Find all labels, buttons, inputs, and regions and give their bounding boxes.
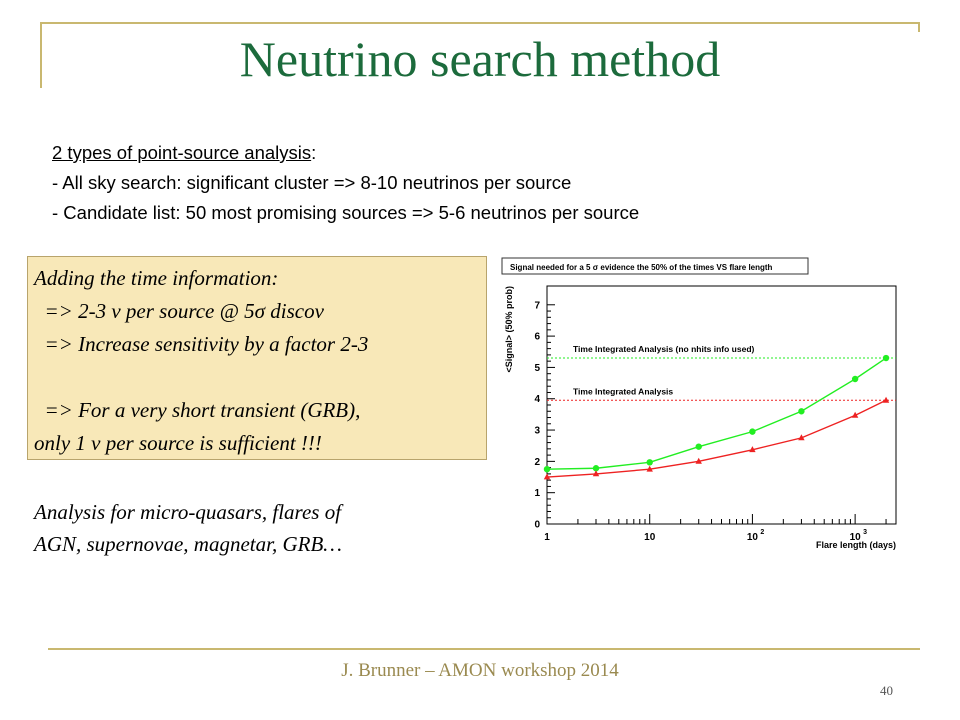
data-point [798,408,804,414]
y-tick-label: 0 [534,519,540,531]
analysis-types-heading: 2 types of point-source analysis [52,142,312,163]
time-info-text [34,262,368,460]
y-tick-label: 5 [534,362,540,374]
page-number: 40 [880,683,893,698]
y-tick-label: 4 [534,394,540,406]
chart-title: Signal needed for a 5 σ evidence the 50% of the times VS flare length [510,263,773,272]
x-tick-label: 1 [544,532,550,543]
signal-chart [498,252,910,564]
x-tick-label-exponent: 2 [760,529,765,536]
reference-line-label: Time Integrated Analysis [573,386,674,397]
x-axis-title: Flare length (days) [815,540,896,550]
time-info-line-3: => Increase sensitivity by a factor 2-3 [34,332,369,356]
time-info-line-2: => 2-3 ν per source @ 5σ discov [34,299,324,323]
footer-line [48,648,920,650]
analysis-note [34,496,342,560]
y-tick-label: 3 [534,425,540,437]
chart-background [498,252,910,564]
analysis-note-line-1: Analysis for micro-quasars, flares of [34,500,342,524]
footer-text: J. Brunner – AMON workshop 2014 [341,660,619,681]
data-point [647,459,653,465]
y-axis-title: <Signal> (50% prob) [504,286,514,373]
time-info-line-4: => For a very short transient (GRB), [34,398,361,422]
analysis-types [52,138,639,228]
y-tick-label: 2 [534,456,540,468]
time-info-heading: Adding the time information: [34,266,279,290]
all-sky-bullet: - All sky search: significant cluster => 8-10 neutrinos per source [52,172,572,193]
y-tick-label: 6 [534,331,540,343]
time-info-line-5: only 1 ν per source is sufficient !!! [34,431,322,455]
y-tick-label: 1 [534,488,540,500]
x-tick-label: 10 [849,532,861,543]
data-point [749,428,755,434]
data-point [852,376,858,382]
top-decor-line [40,22,920,24]
data-point [883,355,889,361]
x-tick-label: 10 [746,532,758,543]
candidate-list-bullet: - Candidate list: 50 most promising sources => 5-6 neutrinos per source [52,202,640,223]
signal-chart-svg [498,252,910,564]
y-tick-label: 7 [534,300,540,312]
analysis-types-intro [52,138,639,168]
reference-line-label: Time Integrated Analysis (no nhits info used) [573,344,755,355]
analysis-note-line-2: AGN, supernovae, magnetar, GRB… [34,532,342,556]
x-tick-label: 10 [644,532,656,543]
data-point [544,466,550,472]
data-point [696,443,702,449]
x-tick-label-exponent: 3 [863,529,868,536]
analysis-types-colon: : [311,142,317,163]
slide-title: Neutrino search method [239,31,721,87]
